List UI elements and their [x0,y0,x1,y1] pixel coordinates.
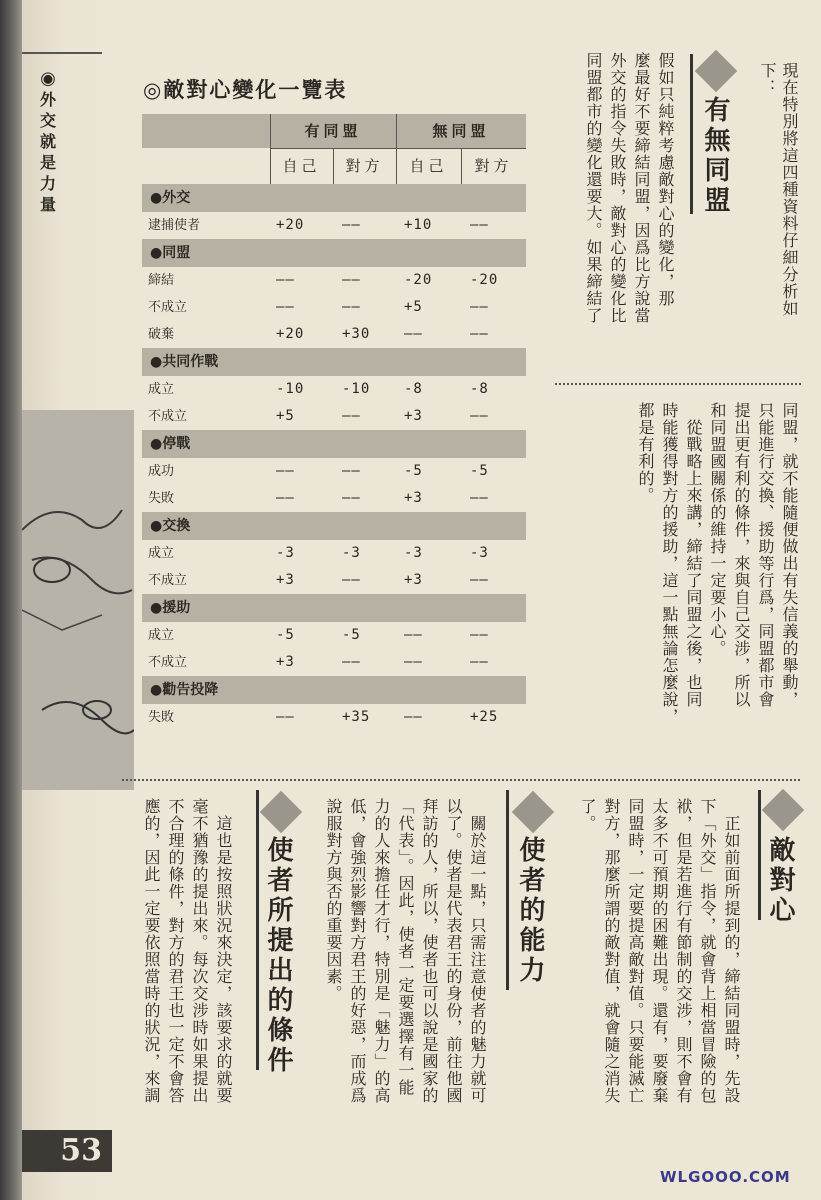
table-cell: -10 [276,381,305,397]
row-label: 不成立 [148,655,188,670]
row-label: 破棄 [148,327,175,342]
side-title-char: 交 [39,111,56,130]
table-cell: —— [470,654,489,670]
table-cell: —— [470,299,489,315]
heading-diamond-icon [260,791,302,833]
row-label: 成功 [148,464,175,479]
section-separator [122,779,800,781]
body-text-col: 只能進行交換、援助等行爲，同盟都市會 [756,402,775,708]
heading-diamond-icon [762,789,804,831]
body-text-col: 低，會強烈影響對方君王的好惡，而成爲 [348,798,367,1104]
table-cell: +30 [342,326,371,342]
table-row [142,567,526,594]
table-cell: -5 [276,627,295,643]
body-text-col: 正如前面所提到的，締結同盟時，先設 [722,798,741,1104]
table-cell: —— [342,463,361,479]
table-cell: -3 [342,545,361,561]
body-text-col: 不合理的條件，對方的君王也一定不會答 [166,798,185,1104]
body-text-col: 同盟時，一定要提高敵對值。只要能滅亡 [626,798,645,1104]
table-row [142,321,526,348]
table-divider [396,114,397,184]
table-cell: +3 [404,490,423,506]
table-cell: -5 [342,627,361,643]
heading-diamond-icon [512,791,554,833]
body-text-col: 這也是按照狀況來決定，該要求的就要 [214,798,233,1104]
body-text-col: 力的人來擔任才行，特別是「魅力」的高 [372,798,391,1104]
table-row [142,622,526,649]
group-header-unallied: 無同盟 [432,122,490,140]
body-text-col: 時能獲得對方的援助，這一點無論怎麼說， [660,402,679,725]
table-cell: —— [470,326,489,342]
watermark: WLGOOO.COM [660,1168,791,1186]
table-row [142,704,526,731]
table-cell: —— [342,299,361,315]
table-cell: —— [342,217,361,233]
side-title-char: 量 [39,195,56,214]
table-cell: +3 [404,572,423,588]
table-cell: —— [404,627,423,643]
table-cell: —— [342,490,361,506]
heading-envoy-ability: 使者的能力 [515,836,545,986]
margin-illustration [22,410,134,790]
row-label: 失敗 [148,491,175,506]
margin-rule [22,52,102,54]
body-text-col: 應的，因此一定要依照當時的狀況，來調 [142,798,161,1104]
table-cell: -20 [404,272,433,288]
side-title-char: 外 [39,90,56,109]
table-row [142,540,526,567]
table-cell: +25 [470,709,499,725]
table-row [142,649,526,676]
page-number: 53 [60,1133,102,1168]
chapter-side-title [30,68,66,215]
heading-rule [690,54,693,214]
body-text-col: 下「外交」指令，就會背上相當冒險的包 [698,798,717,1104]
table-row [142,403,526,430]
table-cell: +20 [276,217,305,233]
table-cell: —— [342,654,361,670]
table-divider [333,148,334,184]
table-cell: +3 [404,408,423,424]
body-text-col: 說服對方與否的重要因素。 [324,798,343,1002]
row-label: 不成立 [148,409,188,424]
body-text-col: 外交的指令失敗時，敵對心的變化比 [608,52,627,324]
body-text-col: 從戰略上來講，締結了同盟之後，也同 [684,402,703,708]
table-row [142,485,526,512]
body-text-col: 了。 [578,798,597,832]
table-cell: -5 [470,463,489,479]
heading-envoy-conditions: 使者所提出的條件 [263,836,293,1076]
table-cell: -8 [470,381,489,397]
body-text-col: 都是有利的。 [636,402,655,504]
body-text-col: 「代表」。因此，使者一定要選擇有一能 [396,798,415,1096]
body-text-col: 以了。使者是代表君王的身份，前往他國 [444,798,463,1104]
body-text-col: 麼最好不要締結同盟，因爲比方說當 [632,52,651,324]
table-cell: —— [276,299,295,315]
table-row [142,212,526,239]
body-text-col: 假如只純粹考慮敵對心的變化，那 [656,52,675,307]
row-label: 成立 [148,382,175,397]
group-header-allied: 有同盟 [304,122,362,140]
body-text-col: 同盟，就不能隨便做出有失信義的舉動， [780,402,799,708]
table-row [142,376,526,403]
heading-rule [506,790,509,990]
table-cell: -3 [276,545,295,561]
intro-text-col: 現在特別將這四種資料仔細分析如 [780,62,799,317]
table-row [142,458,526,485]
side-title-char: 力 [39,174,56,193]
row-label: 失敗 [148,710,175,725]
sub-header-other: 對方 [474,157,513,175]
heading-hostility: 敵對心 [765,836,795,926]
table-cell: —— [470,217,489,233]
table-section-header: ●同盟 [142,239,526,267]
table-sub-header [142,148,526,184]
table-cell: -3 [404,545,423,561]
table-cell: +35 [342,709,371,725]
heading-diamond-icon [695,50,737,92]
table-cell: —— [276,272,295,288]
table-section-header: ●勸告投降 [142,676,526,704]
table-cell: —— [342,272,361,288]
table-cell: —— [470,490,489,506]
table-cell: —— [276,490,295,506]
table-cell: —— [470,627,489,643]
table-cell: +5 [276,408,295,424]
table-cell: —— [470,408,489,424]
table-cell: -3 [470,545,489,561]
table-cell: —— [342,572,361,588]
sub-header-self: 自己 [282,157,321,175]
table-divider [270,148,526,149]
table-cell: -5 [404,463,423,479]
side-title-char: 就 [39,132,56,151]
table-title: ◎敵對心變化一覽表 [143,78,348,102]
body-text-col: 毫不猶豫的提出來。每次交涉時如果提出 [190,798,209,1104]
table-section-header: ●交換 [142,512,526,540]
table-cell: +3 [276,572,295,588]
table-cell: -20 [470,272,499,288]
table-cell: —— [404,326,423,342]
table-cell: —— [404,709,423,725]
table-divider [270,114,271,184]
table-row [142,294,526,321]
table-section-header: ●援助 [142,594,526,622]
body-text-col: 提出更有利的條件，來與自己交涉，所以 [732,402,751,708]
body-text-col: 袱，但是若進行有節制的交涉，則不會有 [674,798,693,1104]
table-divider [461,148,462,184]
heading-rule [256,790,259,1070]
row-label: 不成立 [148,573,188,588]
row-label: 締結 [148,273,175,288]
body-text-col: 對方，那麼所謂的敵對值，就會隨之消失 [602,798,621,1104]
table-cell: +3 [276,654,295,670]
table-cell: —— [404,654,423,670]
sub-header-other: 對方 [345,157,384,175]
table-cell: +20 [276,326,305,342]
table-cell: -10 [342,381,371,397]
table-cell: —— [276,709,295,725]
body-text-col: 拜訪的人，所以，使者也可以說是國家的 [420,798,439,1104]
table-cell: +10 [404,217,433,233]
row-label: 成立 [148,628,175,643]
body-text-col: 和同盟國關係的維持一定要小心。 [708,402,727,657]
body-text-col: 關於這一點，只需注意使者的魅力就可 [468,798,487,1104]
body-text-col: 同盟都市的變化還要大。如果締結了 [584,52,603,324]
table-row [142,267,526,294]
table-cell: -8 [404,381,423,397]
hostility-change-table [142,114,526,731]
section-separator [555,383,801,385]
table-section-header: ●外交 [142,184,526,212]
intro-text-col: 下： [758,62,777,96]
table-cell: —— [276,463,295,479]
row-label: 逮捕使者 [148,218,201,233]
heading-alliance: 有無同盟 [700,96,730,216]
table-cell: +5 [404,299,423,315]
row-label: 不成立 [148,300,188,315]
sub-header-self: 自己 [409,157,448,175]
table-body [142,184,526,731]
side-title-char: 是 [39,153,56,172]
table-section-header: ●共同作戰 [142,348,526,376]
table-group-header [142,114,526,148]
table-cell: —— [470,572,489,588]
book-spine [0,0,22,1200]
body-text-col: 太多不可預期的困難出現。還有，要廢棄 [650,798,669,1104]
table-section-header: ●停戰 [142,430,526,458]
table-cell: —— [342,408,361,424]
row-label: 成立 [148,546,175,561]
chapter-bullet-icon: ◉ [40,68,56,89]
